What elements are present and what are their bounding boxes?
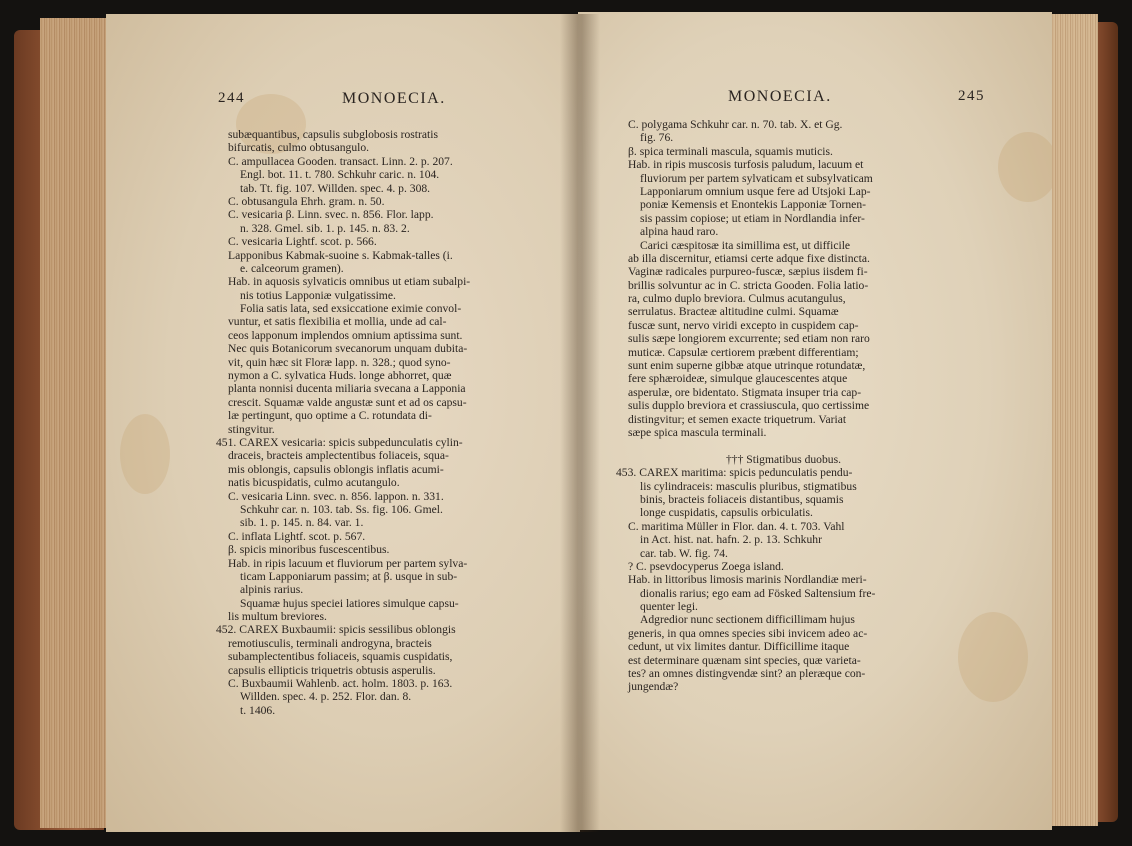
text-line: C. vesicaria Linn. svec. n. 856. lappon. n. 331. [228,489,444,503]
text-line: nymon a C. sylvatica Huds. longe abhorret, quæ [228,369,452,383]
text-line: C. inflata Lightf. scot. p. 567. [228,529,366,543]
book-gutter [560,14,600,832]
text-line: Folia satis lata, sed exsiccatione eximie convol- [240,302,462,316]
text-line: alpina haud raro. [640,225,719,239]
text-line: muticæ. Capsulæ certiorem præbent differentiam; [628,345,859,359]
text-line: Hab. in ripis muscosis turfosis paludum, lacuum et [628,158,864,172]
foxing-stain [120,414,170,494]
text-line: natis bicuspidatis, culmo acutangulo. [228,476,400,490]
text-line: vit, quin hæc sit Floræ lapp. n. 328.; quod syno- [228,355,451,369]
text-line: longe cuspidatis, capsulis orbiculatis. [640,506,813,520]
text-line: brillis solvuntur ac in C. stricta Gooden. Folia latio- [628,278,869,292]
text-line: vuntur, et satis flexibilia et mollia, unde ad cal- [228,315,447,329]
text-line: nis totius Lapponiæ vulgatissime. [240,288,396,302]
text-line: læ pertingunt, quo optime a C. rotundata di- [228,409,432,423]
text-line: ab illa discernitur, etiamsi certe adque fixe distincta. [628,251,870,265]
text-line: sib. 1. p. 145. n. 84. var. 1. [240,516,364,530]
text-line: generis, in qua omnes species sibi invicem adeo ac- [628,626,868,640]
running-title: MONOECIA. [728,88,832,105]
text-line: Schkuhr car. n. 103. tab. Ss. fig. 106. Gmel. [240,502,443,516]
text-line: e. calceorum gramen). [240,261,344,275]
text-line: Adgredior nunc sectionem difficillimam hujus [640,613,855,627]
text-line: ra, culmo duplo breviora. Culmus acutangulus, [628,292,846,306]
text-line: fere sphæroideæ, simulque glaucescentes atque [628,372,848,386]
page-edges-right [1046,14,1098,826]
text-line: car. tab. W. fig. 74. [640,546,728,560]
left-page [106,14,580,832]
text-line: remotiusculis, terminali androgyna, bracteis [228,636,432,650]
text-line: tab. Tt. fig. 107. Willden. spec. 4. p. 308. [240,181,431,195]
text-line: Nec quis Botanicorum svecanorum unquam dubita- [228,342,468,356]
text-line: jungendæ? [628,680,679,694]
text-line: draceis, bracteis amplectentibus foliaceis, squa- [228,449,449,463]
text-line: 451. CAREX vesicaria: spicis subpedunculatis cylin- [216,435,463,449]
text-line: dionalis rarius; ego eam ad Fösked Saltensium fre- [640,586,876,600]
text-line: Carici cæspitosæ ita simillima est, ut difficile [640,238,851,252]
text-line: Lapponiarum omnium usque fere ad Utsjoki Lap- [640,184,871,198]
text-line: serrulatus. Bracteæ altitudine culmi. Squamæ [628,305,839,319]
text-line: ceos lapponum implendos omnium aptissima sunt. [228,328,463,342]
left-page-text [216,128,566,717]
text-line: subæquantibus, capsulis subglobosis rostratis [228,128,438,141]
text-line: distingvitur; et semen exacte triquetrum. Variat [628,412,847,426]
text-line: alpinis rarius. [240,583,304,597]
text-line: C. vesicaria Lightf. scot. p. 566. [228,235,377,249]
page-number: 245 [958,88,985,104]
text-line: 452. CAREX Buxbaumii: spicis sessilibus oblongis [216,623,456,637]
text-line: crescit. Squamæ valde angustæ sunt et ad os capsu- [228,395,467,409]
text-line: fuscæ sunt, nervo viridi excepto in cuspidem cap- [628,318,859,332]
text-line: β. spica terminali mascula, squamis muticis. [628,144,833,158]
text-line: n. 328. Gmel. sib. 1. p. 145. n. 83. 2. [240,221,410,235]
right-page-header [578,88,1052,112]
text-line: lis multum breviores. [228,610,327,624]
text-line: C. obtusangula Ehrh. gram. n. 50. [228,194,385,208]
text-line: Lapponibus Kabmak-suoine s. Kabmak-talles (i. [228,248,453,262]
text-line: C. maritima Müller in Flor. dan. 4. t. 703. Vahl [628,519,845,533]
text-line: sulis dupplo breviora et crassiuscula, quo certissime [628,399,870,413]
text-line: Hab. in ripis lacuum et fluviorum per partem sylva- [228,556,468,570]
text-line: capsulis ellipticis triquetris obtusis asperulis. [228,663,436,677]
text-line: stingvitur. [228,422,275,436]
right-page [578,12,1052,830]
text-line: lis cylindraceis: masculis pluribus, stigmatibus [640,479,857,493]
text-line: planta nonnisi ducenta miliaria svecana a Lapponia [228,382,466,396]
text-line: ††† Stigmatibus duobus. [726,452,841,466]
text-line: subamplectentibus foliaceis, squamis cuspidatis, [228,650,453,664]
text-line: fig. 76. [640,131,674,145]
text-line: Hab. in aquosis sylvaticis omnibus ut etiam subalpi- [228,275,471,289]
running-title: MONOECIA. [342,90,446,107]
text-line: C. polygama Schkuhr car. n. 70. tab. X. et Gg. [628,118,843,131]
text-line: Willden. spec. 4. p. 252. Flor. dan. 8. [240,690,412,704]
text-line: fluviorum per partem sylvaticam et subsylvaticam [640,171,873,185]
text-line: C. Buxbaumii Wahlenb. act. holm. 1803. p. 163. [228,677,453,691]
text-line: poniæ Kemensis et Enontekis Lapponiæ Tornen- [640,198,866,212]
text-line: ticam Lapponiarum passim; at β. usque in sub- [240,569,458,583]
foxing-stain [998,132,1052,202]
text-line: cedunt, ut vix limites dantur. Difficillime itaque [628,640,850,654]
text-line: sis passim copiose; ut etiam in Nordlandia infer- [640,211,865,225]
text-line: tes? an omnes distingvendæ sint? an pleræque con- [628,667,866,681]
right-page-text [616,118,1004,694]
text-line: Hab. in littoribus limosis marinis Nordlandiæ meri- [628,573,867,587]
page-number: 244 [218,90,245,106]
text-line: binis, bracteis foliaceis distantibus, squamis [640,492,844,506]
text-line: quenter legi. [640,600,698,614]
text-line: β. spicis minoribus fuscescentibus. [228,543,390,557]
text-line: t. 1406. [240,703,276,717]
text-line: Vaginæ radicales purpureo-fuscæ, sæpius iisdem fi- [628,265,868,279]
text-line: sæpe spica mascula terminali. [628,425,767,439]
text-line: Squamæ hujus speciei latiores simulque capsu- [240,596,459,610]
text-line: sulis sæpe longiorem excurrente; sed etiam non raro [628,332,870,346]
text-line: Engl. bot. 11. t. 780. Schkuhr caric. n. 104. [240,168,440,182]
text-line: asperulæ, ore bidentato. Stigmata insuper tria cap- [628,385,862,399]
text-line: est determinare quænam sint species, quæ varieta- [628,653,861,667]
page-edges-left [40,18,112,828]
text-line: mis oblongis, capsulis oblongis inflatis acumi- [228,462,444,476]
text-line: in Act. hist. nat. hafn. 2. p. 13. Schkuhr [640,533,822,547]
text-line: C. vesicaria β. Linn. svec. n. 856. Flor. lapp. [228,208,434,222]
text-line: 453. CAREX maritima: spicis pedunculatis pendu- [616,466,853,480]
left-page-header [106,90,580,114]
text-line: bifurcatis, culmo obtusangulo. [228,141,370,155]
text-line: ? C. psevdocyperus Zoega island. [628,559,784,573]
text-line [616,439,1004,452]
text-line: C. ampullacea Gooden. transact. Linn. 2. p. 207. [228,154,453,168]
text-line: sunt enim superne gibbæ atque utrinque rotundatæ, [628,359,866,373]
